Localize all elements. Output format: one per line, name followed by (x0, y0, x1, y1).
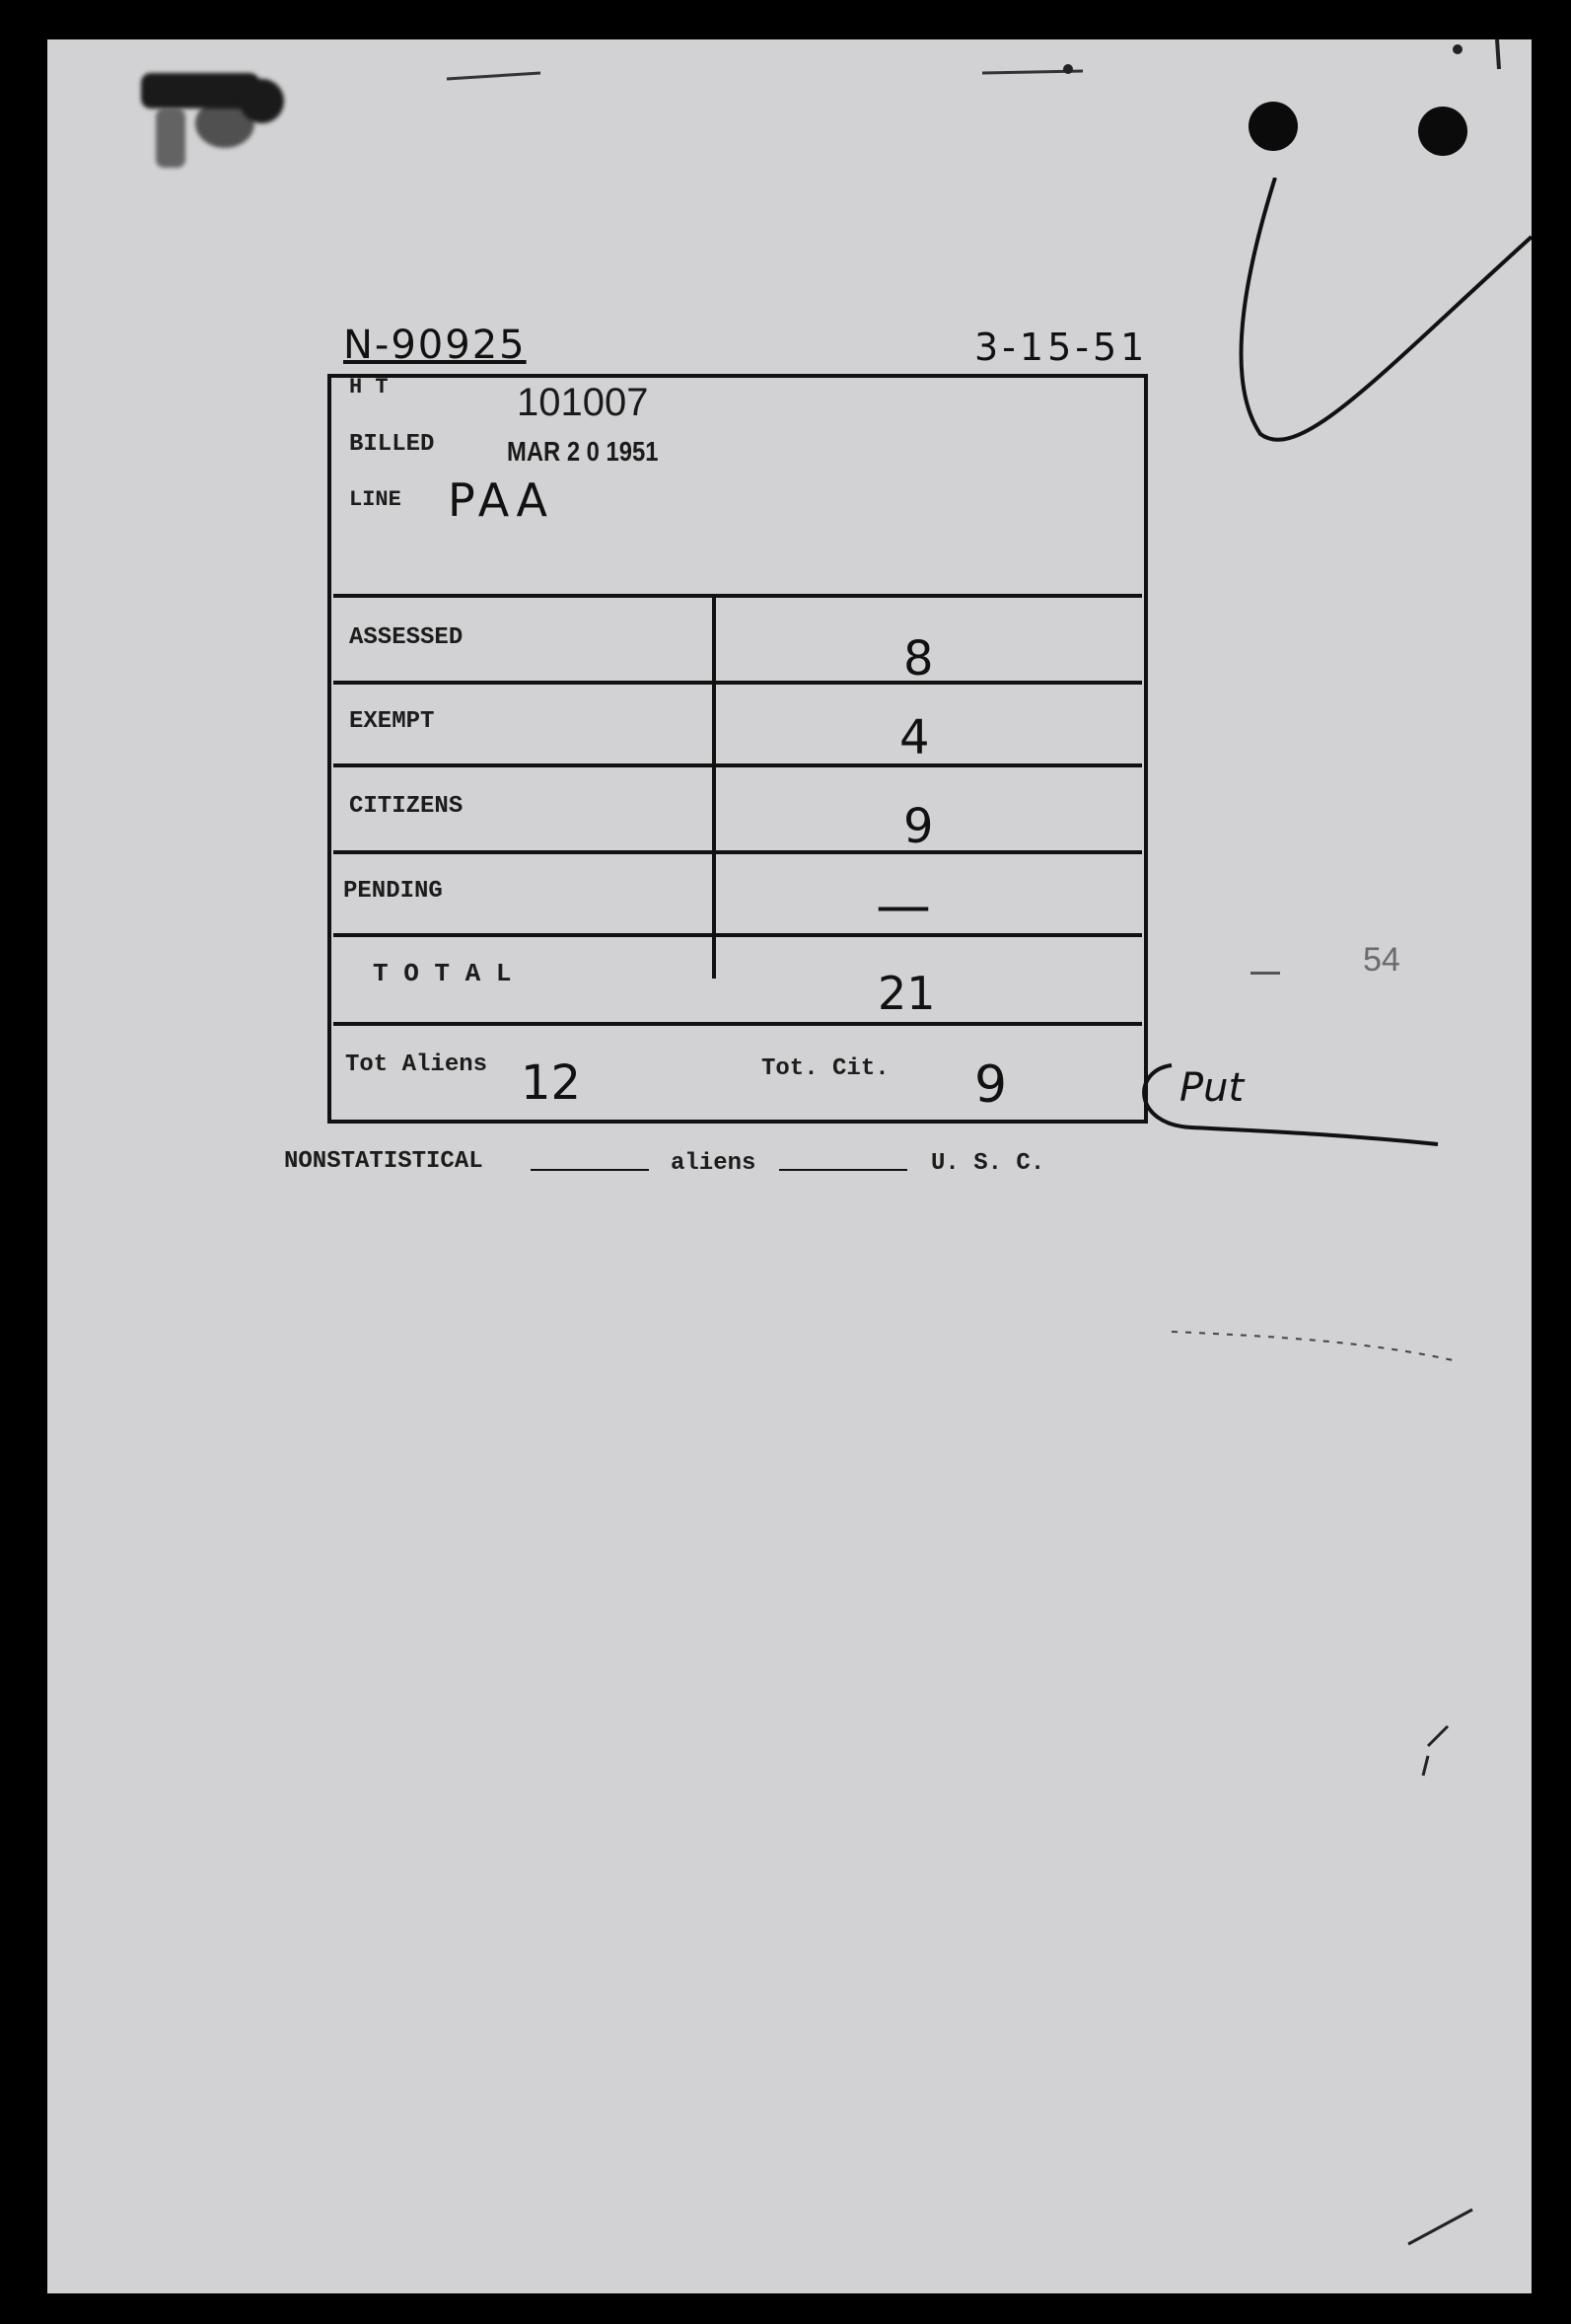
pending-label: PENDING (343, 878, 443, 905)
tot-cit-value: 9 (974, 1055, 1008, 1115)
total-value: 21 (878, 967, 936, 1020)
tot-cit-label: Tot. Cit. (761, 1055, 890, 1082)
row-divider-3 (333, 850, 1142, 854)
nonstatistical-label: NONSTATISTICAL (284, 1148, 483, 1175)
assessed-label: ASSESSED (349, 624, 464, 651)
handwritten-date: 3-15-51 (974, 326, 1149, 369)
billed-date-stamp: MAR 2 0 1951 (507, 436, 659, 467)
ht-number: 101007 (517, 381, 649, 424)
row-divider-2 (333, 763, 1142, 767)
aliens-blank (779, 1169, 907, 1171)
exempt-value: 4 (899, 710, 930, 765)
nonstatistical-blank (531, 1169, 649, 1171)
total-label: T O T A L (373, 959, 512, 988)
table-top-line (333, 594, 1142, 598)
file-number: N-90925 (343, 323, 527, 368)
tot-aliens-value: 12 (521, 1055, 582, 1111)
pending-value: — (876, 874, 931, 938)
tot-aliens-label: Tot Aliens (345, 1052, 488, 1078)
assessed-value: 8 (903, 631, 934, 687)
aliens-label: aliens (671, 1150, 756, 1177)
usc-label: U. S. C. (931, 1150, 1045, 1177)
side-number: 54 (1363, 941, 1400, 979)
check-mark-stroke (1181, 178, 1532, 473)
exempt-label: EXEMPT (349, 708, 435, 735)
citizens-label: CITIZENS (349, 793, 464, 820)
stray-marks (47, 1223, 1532, 2288)
document-page (47, 39, 1532, 2293)
billed-label: BILLED (349, 431, 435, 458)
ht-label: H T (349, 375, 389, 399)
line-value: PAA (448, 473, 554, 527)
initials-flourish (1112, 1051, 1448, 1169)
line-label: LINE (349, 487, 401, 512)
side-dash (1250, 972, 1280, 975)
row-divider-1 (333, 681, 1142, 685)
row-divider-5 (333, 1022, 1142, 1026)
citizens-value: 9 (903, 799, 934, 854)
table-divider-vertical (712, 594, 716, 979)
initials-signature: Put (1179, 1065, 1245, 1111)
row-divider-4 (333, 933, 1142, 937)
